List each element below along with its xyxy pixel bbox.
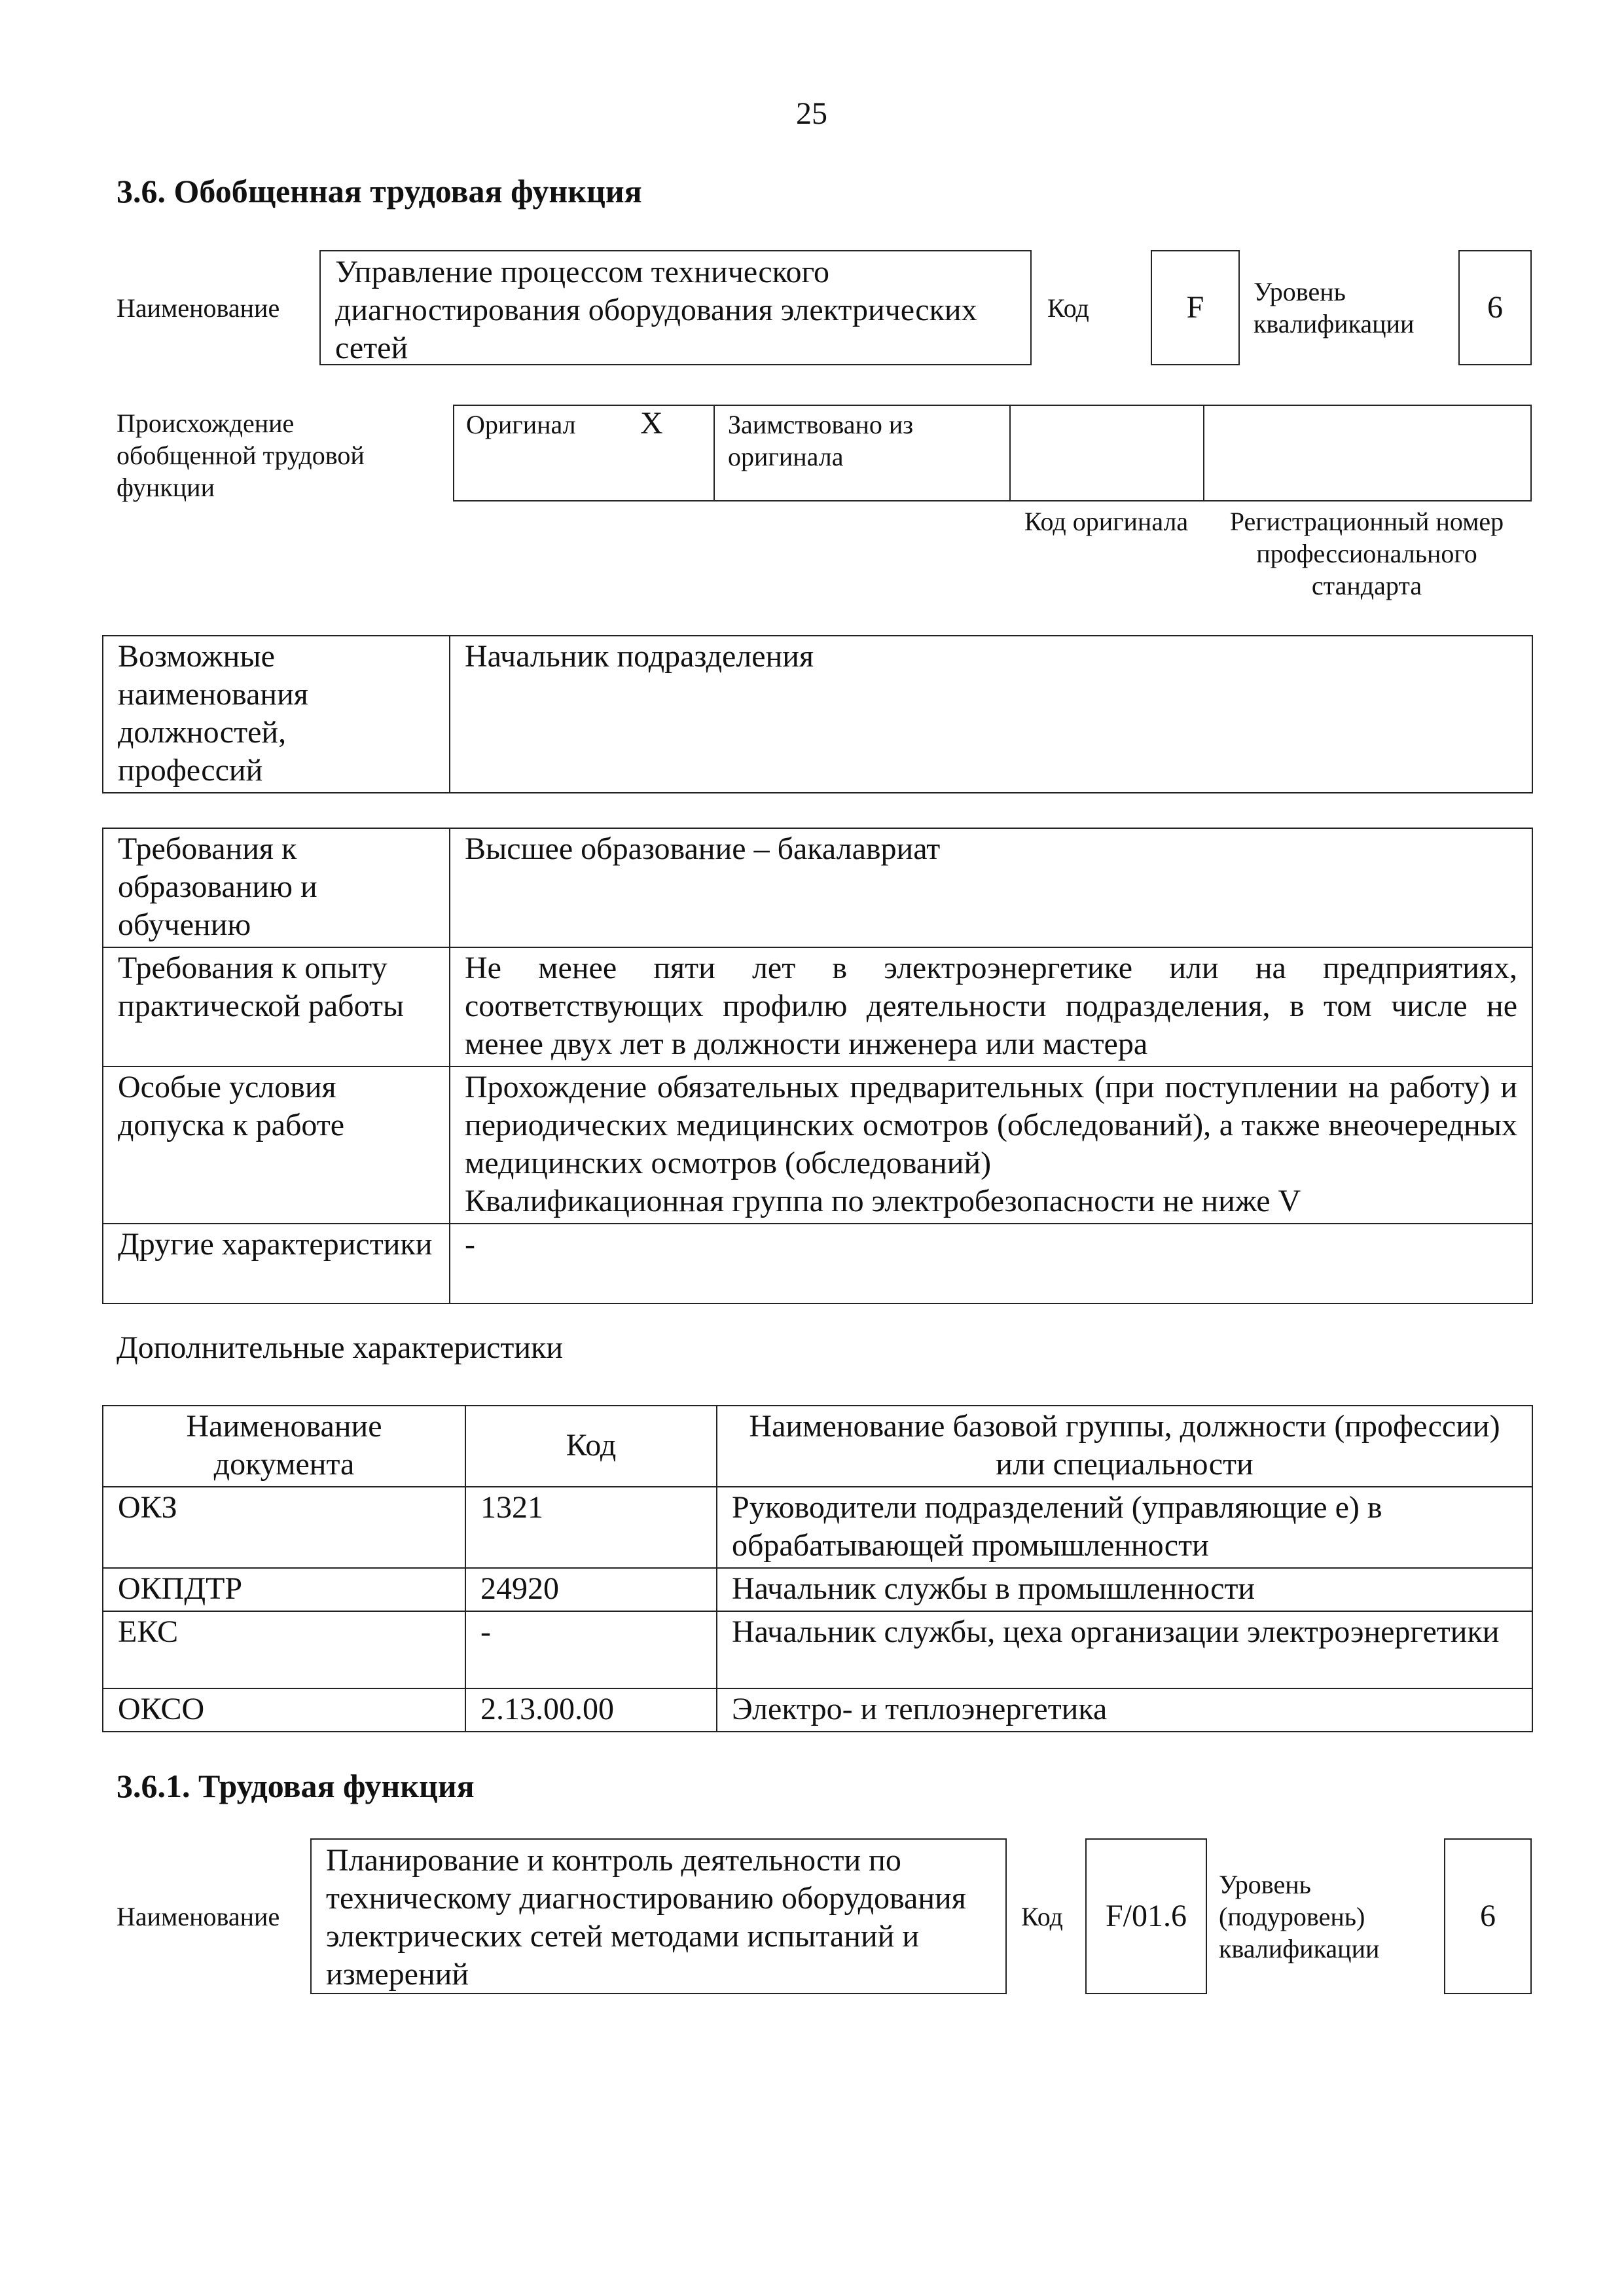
origin-table [453, 405, 1532, 501]
borrowed-label: Заимствовано из оригинала [728, 410, 914, 471]
requirement-value: Прохождение обязательных предварительных (при поступлении на работу) и периодических медицинских осмотров (обследований), а также внеочередных медицинских осмотров (обследований) [465, 1070, 1517, 1180]
labor-function-name-value: Планирование и контроль деятельности по техническому диагностированию оборудования электрических сетей методами испытаний и измерений [326, 1843, 966, 1992]
header-cell: Код [465, 1406, 717, 1487]
caption-registration-number: Регистрационный номер профессионального стандарта [1229, 507, 1504, 600]
level-value: 6 [1487, 290, 1503, 325]
table-cell: ОКСО [103, 1688, 465, 1732]
caption-code-original: Код оригинала [1024, 507, 1189, 536]
original-mark: X [640, 406, 663, 441]
positions-table [102, 635, 1533, 793]
code-label: Код [1021, 1901, 1063, 1931]
requirements-table [102, 828, 1533, 1304]
table-cell: ОКПДТР [103, 1568, 465, 1611]
subsection-title: 3.6.1. Трудовая функция [117, 1768, 475, 1804]
table-cell: 2.13.00.00 [465, 1688, 717, 1732]
requirement-value: Не менее пяти лет в электроэнергетике или на предприятиях, соответствующих профилю деятельности подразделения, в том числе не менее двух лет в должности инженера или мастера [450, 947, 1532, 1066]
table-cell: Начальник службы, цеха организации электроэнергетики [717, 1611, 1532, 1688]
name-label: Наименование [117, 1901, 280, 1931]
requirement-label: Особые условия допуска к работе [103, 1066, 450, 1224]
table-cell: 24920 [465, 1568, 717, 1611]
level-value: 6 [1480, 1899, 1496, 1933]
table-cell: ЕКС [103, 1611, 465, 1688]
function-name-value: Управление процессом технического диагностирования оборудования электрических сетей [335, 255, 977, 365]
requirement-value: Высшее образование – бакалавриат [450, 828, 1532, 947]
requirement-label: Требования к опыту практической работы [103, 947, 450, 1066]
function-name-box [319, 250, 1032, 365]
table-row [103, 1611, 1532, 1688]
origin-label: Происхождение обобщенной трудовой функции [117, 409, 365, 502]
additional-title: Дополнительные характеристики [117, 1330, 564, 1365]
level-label: Уровень квалификации [1254, 277, 1415, 338]
requirement-value-2: Квалификационная группа по электробезопасности не ниже V [465, 1184, 1301, 1218]
original-label: Оригинал [466, 410, 576, 439]
table-row [103, 1224, 1532, 1303]
table-row [103, 1568, 1532, 1611]
section-title: 3.6. Обобщенная трудовая функция [117, 173, 642, 210]
positions-value: Начальник подразделения [450, 636, 1532, 793]
code-value: F [1186, 290, 1204, 325]
labor-function-name-box [310, 1838, 1007, 1994]
code-value: F/01.6 [1105, 1899, 1187, 1933]
table-cell: Начальник службы в промышленности [717, 1568, 1532, 1611]
table-row [103, 947, 1532, 1066]
table-cell: Руководители подразделений (управляющие е) в обрабатывающей промышленности [717, 1487, 1532, 1568]
page-number: 25 [796, 96, 827, 131]
level-value-box [1444, 1838, 1532, 1994]
table-row [103, 1487, 1532, 1568]
code-value-box [1085, 1838, 1207, 1994]
table-row [103, 1688, 1532, 1732]
table-row [103, 828, 1532, 947]
additional-table [102, 1405, 1533, 1732]
table-row [103, 1066, 1532, 1224]
name-label: Наименование [117, 293, 280, 323]
table-header-row [103, 1406, 1532, 1487]
table-cell: ОКЗ [103, 1487, 465, 1568]
requirement-label: Требования к образованию и обучению [103, 828, 450, 947]
table-cell: - [465, 1611, 717, 1688]
level-value-box [1458, 250, 1532, 365]
requirement-value: - [450, 1224, 1532, 1303]
code-label: Код [1047, 293, 1089, 323]
header-cell: Наименование базовой группы, должности (профессии) или специальности [717, 1406, 1532, 1487]
code-value-box [1151, 250, 1240, 365]
header-cell: Наименование документа [103, 1406, 465, 1487]
table-cell: Электро- и теплоэнергетика [717, 1688, 1532, 1732]
level-label: Уровень (подуровень) квалификации [1219, 1869, 1380, 1963]
table-cell: 1321 [465, 1487, 717, 1568]
positions-label: Возможные наименования должностей, профессий [103, 636, 450, 793]
requirement-label: Другие характеристики [103, 1224, 450, 1303]
